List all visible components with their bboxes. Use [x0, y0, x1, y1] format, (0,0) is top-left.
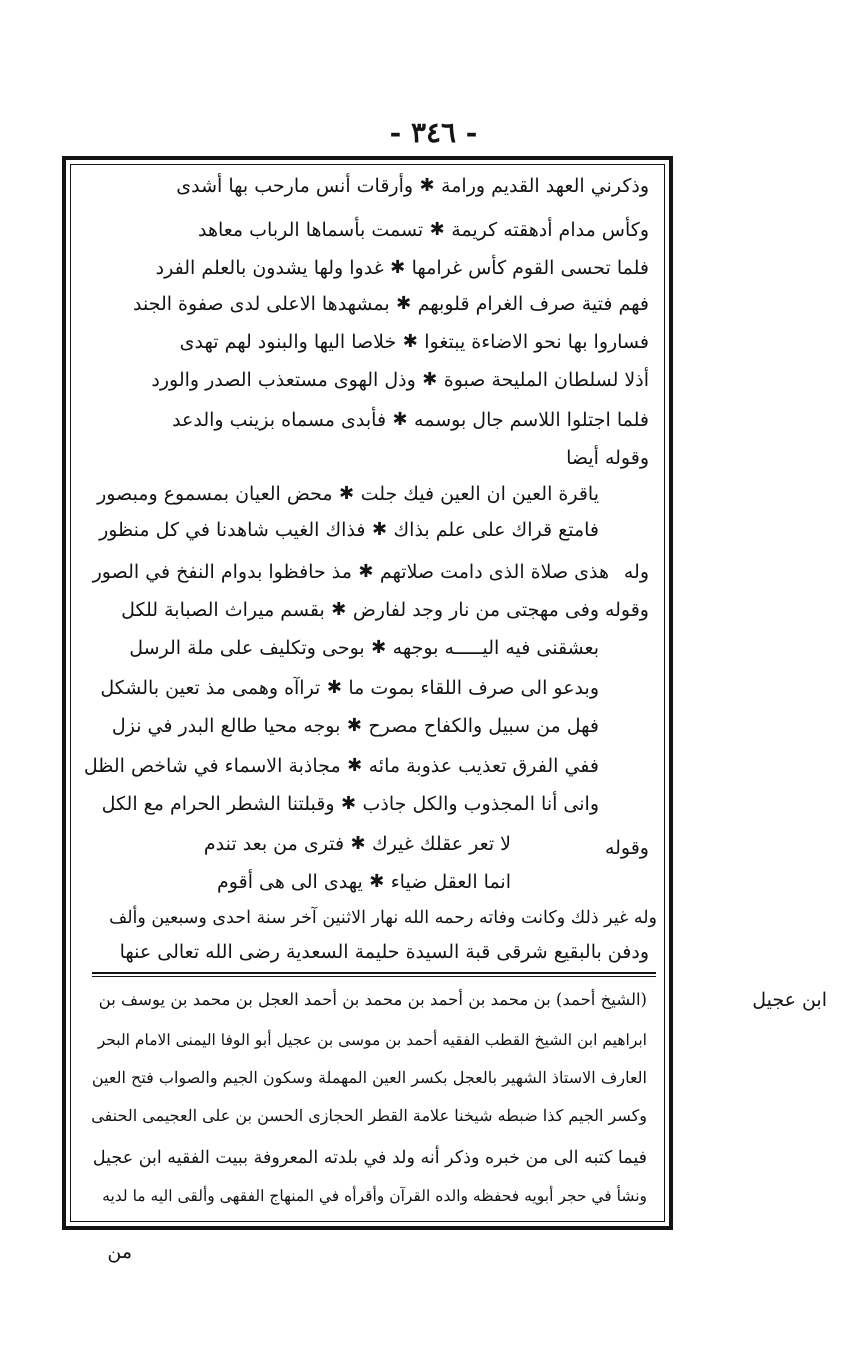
verse-separator: ✱	[346, 715, 362, 736]
verse-hemistich: تسمت بأسماها الرباب معاهد	[197, 219, 424, 241]
verse-hemistich: فهل من سبيل والكفاح مصرح	[368, 715, 599, 737]
verse-separator: ✱	[350, 833, 366, 854]
verse-line	[198, 218, 649, 242]
verse-line	[180, 330, 649, 354]
verse-hemistich: فامتع قراك على علم بذاك	[393, 519, 599, 541]
verse-separator: ✱	[402, 331, 418, 352]
section-label: وقوله	[604, 837, 649, 859]
verse-hemistich: محض العيان بمسموع ومبصور	[97, 483, 333, 505]
verse-line	[129, 636, 599, 660]
verse-line	[133, 292, 649, 316]
verse-hemistich: بمشهدها الاعلى لدى صفوة الجند	[132, 293, 390, 315]
verse-line	[112, 714, 599, 738]
verse-hemistich: هذى صلاة الذى دامت صلاتهم	[379, 561, 609, 583]
verse-hemistich: مذ حافظوا بدوام النفخ في الصور	[92, 561, 352, 583]
verse-hemistich: بعشقنى فيه اليـــــه بوجهه	[392, 637, 599, 659]
verse-separator: ✱	[339, 483, 355, 504]
verse-hemistich: فلما تحسى القوم كأس غرامها	[411, 257, 649, 279]
verse-hemistich: لا تعر عقلك غيرك	[372, 833, 511, 855]
verse-separator: ✱	[347, 755, 363, 776]
section-label: وله	[623, 561, 649, 583]
verse-separator: ✱	[341, 793, 357, 814]
verse-separator: ✱	[392, 409, 408, 430]
margin-heading: ابن عجيل	[752, 989, 827, 1011]
verse-hemistich: ياقرة العين ان العين فيك جلت	[360, 483, 599, 505]
section-label: وقوله	[604, 599, 649, 621]
verse-line	[97, 482, 599, 506]
verse-hemistich: وقبلتنا الشطر الحرام مع الكل	[101, 793, 335, 815]
verse-separator: ✱	[419, 175, 435, 196]
verse-line	[151, 368, 649, 392]
verse-hemistich: يهدى الى هى أقوم	[217, 871, 363, 893]
verse-hemistich: أذلا لسلطان المليحة صبوة	[443, 369, 649, 391]
verse-hemistich: مجاذبة الاسماء في شاخص الظل	[83, 755, 341, 777]
closing-line: ودفن بالبقيع شرقى قبة السيدة حليمة السعدية رضى الله تعالى عنها	[119, 941, 649, 963]
bio-line: ونشأ في حجر أبويه فحفظه والده القرآن وأقرأه في المنهاج الفقهى وألقى اليه ما لديه	[102, 1187, 647, 1205]
verse-hemistich: انما العقل ضياء	[390, 871, 511, 893]
section-divider	[92, 976, 656, 977]
verse-hemistich: فهم فتية صرف الغرام قلوبهم	[417, 293, 649, 315]
verse-hemistich: خلاصا اليها والبنود لهم تهدى	[179, 331, 397, 353]
verse-separator: ✱	[429, 219, 445, 240]
verse-separator: ✱	[396, 293, 412, 314]
verse-line	[204, 832, 511, 856]
verse-separator: ✱	[371, 519, 388, 540]
closing-line: وله غير ذلك وكانت وفاته رحمه الله نهار الاثنين آخر سنة احدى وسبعين وألف	[109, 908, 657, 928]
verse-hemistich: وذكرني العهد القديم ورامة	[441, 175, 649, 197]
verse-hemistich: فساروا بها نحو الاضاءة يبتغوا	[424, 331, 649, 353]
verse-hemistich: بقسم ميراث الصبابة للكل	[121, 599, 325, 621]
verse-separator: ✱	[331, 599, 347, 620]
verse-hemistich: تراآه وهمى مذ تعين بالشكل	[100, 677, 321, 699]
verse-hemistich: فلما اجتلوا اللاسم جال بوسمه	[414, 409, 649, 431]
bio-line: العارف الاستاذ الشهير بالعجل بكسر العين المهملة وسكون الجيم والصواب فتح العين	[91, 1068, 647, 1087]
verse-hemistich: وكأس مدام أدهقته كريمة	[451, 219, 649, 241]
verse-line	[84, 754, 599, 778]
bio-line: وكسر الجيم كذا ضبطه شيخنا علامة القطر الحجازى الحسن بن على العجيمى الحنفى	[91, 1106, 647, 1125]
verse-hemistich: فذاك الغيب شاهدنا في كل منظور	[99, 519, 366, 541]
verse-hemistich: فأبدى مسماه بزينب والدعد	[172, 409, 387, 431]
verse-hemistich: فترى من بعد تندم	[203, 833, 345, 855]
section-divider	[92, 972, 656, 974]
bio-line: ابراهيم ابن الشيخ القطب الفقيه أحمد بن موسى بن عجيل أبو الوفا اليمنى الامام البحر	[97, 1031, 647, 1049]
verse-line	[102, 792, 599, 816]
verse-hemistich: وذل الهوى مستعذب الصدر والورد	[151, 369, 416, 391]
verse-hemistich: بوجه محيا طالع البدر في نزل	[111, 715, 341, 737]
verse-separator: ✱	[371, 637, 387, 658]
verse-line	[156, 256, 649, 280]
verse-line	[93, 560, 609, 584]
verse-line	[100, 676, 599, 700]
verse-separator: ✱	[390, 257, 406, 278]
verse-hemistich: بوحى وتكليف على ملة الرسل	[129, 637, 365, 659]
verse-separator: ✱	[369, 871, 385, 892]
verse-line	[121, 598, 599, 622]
verse-line	[172, 408, 649, 432]
verse-hemistich: غدوا ولها يشدون بالعلم الفرد	[155, 257, 384, 279]
verse-line	[176, 174, 649, 198]
verse-hemistich: وفى مهجتى من نار وجد لفارض	[352, 599, 599, 621]
verse-line	[99, 518, 599, 542]
verse-line	[217, 870, 511, 894]
section-label: وقوله أيضا	[566, 447, 649, 469]
verse-hemistich: وبدعو الى صرف اللقاء بموت ما	[348, 677, 599, 699]
verse-separator: ✱	[422, 369, 438, 390]
catchword: من	[107, 1241, 132, 1263]
bio-line: فيما كتبه الى من خبره وذكر أنه ولد في بلدته المعروفة ببيت الفقيه ابن عجيل	[92, 1148, 647, 1168]
verse-hemistich: وأرقات أنس مارحب بها أشدى	[176, 175, 414, 197]
verse-hemistich: ففي الفرق تعذيب عذوبة مائه	[368, 755, 599, 777]
page-number: - ٣٤٦ -	[389, 116, 478, 149]
bio-line: (الشيخ أحمد) بن محمد بن أحمد بن محمد بن أحمد العجل بن محمد بن يوسف بن	[98, 990, 647, 1009]
verse-separator: ✱	[358, 561, 374, 582]
verse-separator: ✱	[326, 677, 342, 698]
verse-hemistich: وانى أنا المجذوب والكل جاذب	[362, 793, 599, 815]
